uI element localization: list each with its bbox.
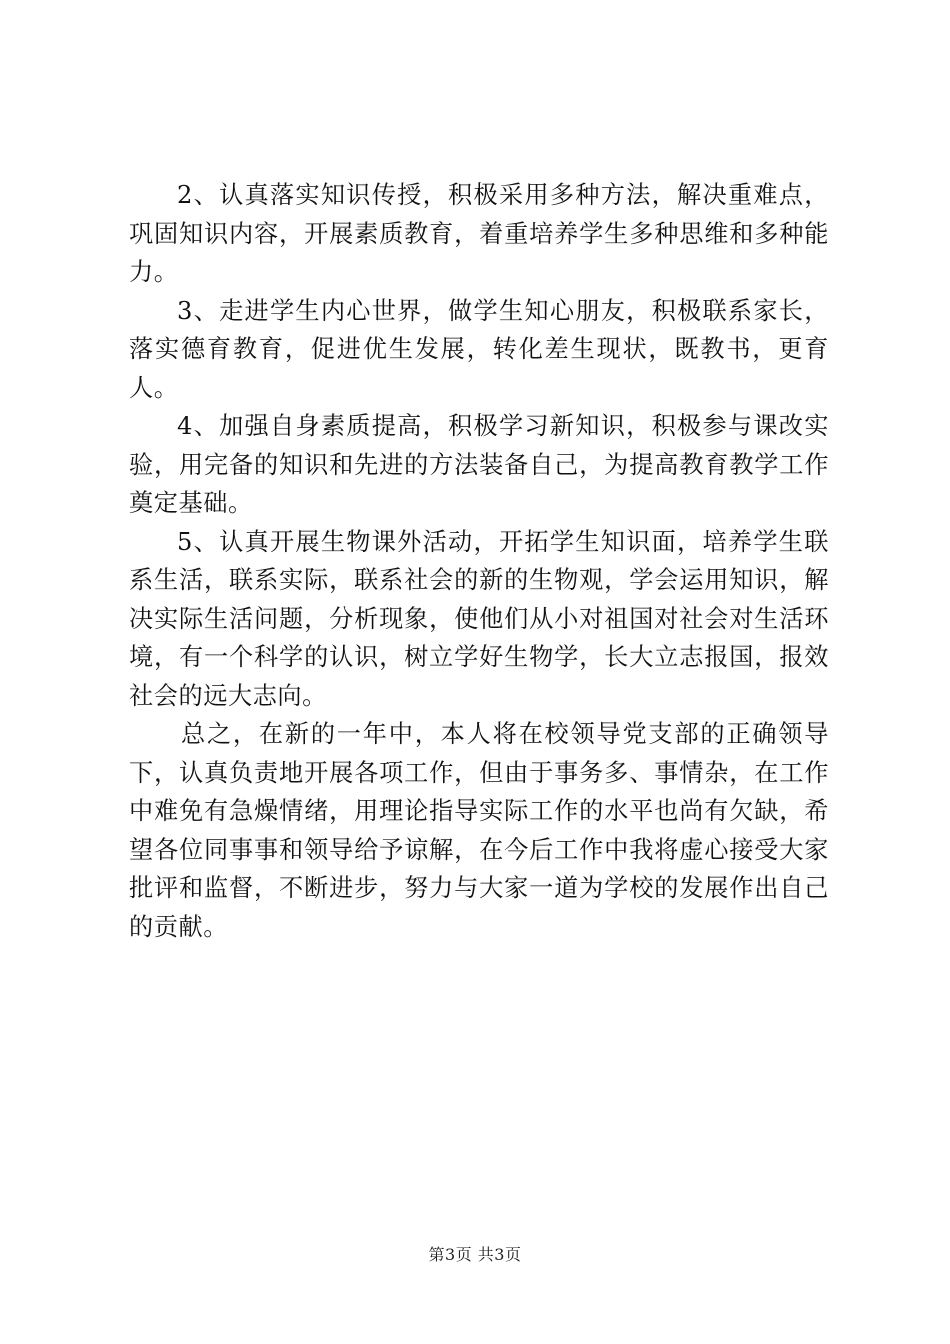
document-body <box>129 176 829 946</box>
page-footer <box>0 1244 950 1266</box>
paragraph-summary: 总之，在新的一年中，本人将在校领导党支部的正确领导下，认真负责地开展各项工作，但由于事务多、事情杂，在工作中难免有急燥情绪，用理论指导实际工作的水平也尚有欠缺，希望各位同事事和领导给予谅解，在今后工作中我将虚心接受大家批评和监督，不断进步，努力与大家一道为学校的发展作出自己的贡献。 <box>129 720 829 941</box>
paragraph-item-5: 5、认真开展生物课外活动，开拓学生知识面，培养学生联系生活，联系实际，联系社会的新的生物观，学会运用知识，解决实际生活问题，分析现象，使他们从小对祖国对社会对生活环境，有一个科学的认识，树立学好生物学，长大立志报国，报效社会的远大志向。 <box>129 527 829 710</box>
page-number-label: 第3页 共3页 <box>428 1245 522 1264</box>
paragraph-item-3: 3、走进学生内心世界，做学生知心朋友，积极联系家长，落实德育教育，促进优生发展，转化差生现状，既教书，更育人。 <box>129 296 829 402</box>
paragraph-item-4: 4、加强自身素质提高，积极学习新知识，积极参与课改实验，用完备的知识和先进的方法装备自己，为提高教育教学工作奠定基础。 <box>129 412 829 517</box>
paragraph-item-2: 2、认真落实知识传授，积极采用多种方法，解决重难点，巩固知识内容，开展素质教育，着重培养学生多种思维和多种能力。 <box>129 181 829 286</box>
